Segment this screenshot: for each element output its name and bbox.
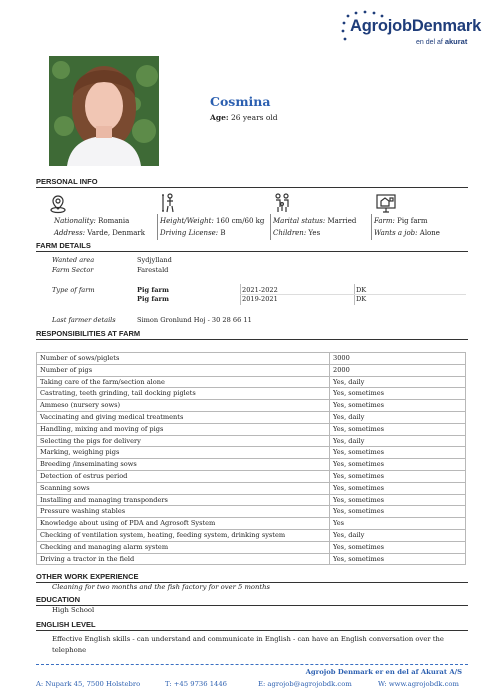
table-row (37, 541, 466, 553)
family-icon (272, 193, 292, 213)
responsibility-task: Castrating, teeth grinding, tail docking piglets (37, 388, 330, 400)
driving-license: Driving License: B (160, 229, 226, 237)
footer-divider (36, 664, 468, 665)
english-text: Effective English skills - can understand and communicate in English - can have an English conversation over the telephone (52, 635, 444, 654)
children: Children: Yes (273, 229, 321, 237)
farm-type: Farm: Pig farm (374, 217, 428, 225)
section-other-work: OTHER WORK EXPERIENCE (36, 572, 468, 583)
table-row (37, 423, 466, 435)
responsibility-frequency: Yes, sometimes (330, 423, 466, 435)
responsibility-task: Pressure washing stables (37, 506, 330, 518)
responsibility-frequency: Yes, sometimes (330, 482, 466, 494)
responsibility-task: Ammeso (nursery sows) (37, 400, 330, 412)
responsibilities-table (36, 352, 466, 565)
responsibility-frequency: Yes, daily (330, 529, 466, 541)
farm-type-1: Pig farm (137, 286, 169, 294)
table-row (37, 506, 466, 518)
table-row (37, 400, 466, 412)
person-height-icon (160, 193, 180, 213)
responsibility-frequency: Yes, sometimes (330, 388, 466, 400)
responsibility-task: Breeding /inseminating sows (37, 459, 330, 471)
farm-years-2: 2019-2021 (242, 295, 278, 303)
responsibility-task: Vaccinating and giving medical treatments (37, 411, 330, 423)
wanted-area-label: Wanted area (52, 256, 95, 264)
table-row (37, 411, 466, 423)
section-responsibilities: RESPONSIBILITIES AT FARM (36, 329, 468, 340)
brand-sub: en del af akurat (416, 37, 468, 46)
table-row (37, 494, 466, 506)
candidate-name: Cosmina (210, 94, 271, 109)
table-row (37, 376, 466, 388)
responsibility-task: Number of sows/piglets (37, 353, 330, 365)
marital-status: Marital status: Married (273, 217, 357, 225)
responsibility-task: Number of pigs (37, 364, 330, 376)
farm-country-1: DK (356, 286, 367, 294)
farm-sector-label: Farm Sector (52, 266, 94, 274)
type-of-farm-label: Type of farm (52, 286, 95, 294)
responsibility-frequency: Yes, daily (330, 411, 466, 423)
responsibility-task: Taking care of the farm/section alone (37, 376, 330, 388)
farm-type-2: Pig farm (137, 295, 169, 303)
address: Address: Varde, Denmark (54, 229, 145, 237)
table-row (37, 470, 466, 482)
table-row (37, 364, 466, 376)
farm-country-2: DK (356, 295, 367, 303)
table-row (37, 353, 466, 365)
last-farmer-value: Simon Gronlund Hoj - 30 28 66 11 (137, 316, 252, 324)
section-personal-info: PERSONAL INFO (36, 177, 468, 188)
table-row (37, 435, 466, 447)
responsibility-frequency: Yes, sometimes (330, 447, 466, 459)
table-row (37, 388, 466, 400)
responsibility-frequency: Yes, sometimes (330, 459, 466, 471)
responsibility-task: Knowledge about using of PDA and Agrosoft System (37, 518, 330, 530)
responsibility-frequency: Yes, sometimes (330, 400, 466, 412)
wanted-area-value: Sydjylland (137, 256, 172, 264)
farm-sector-value: Farestald (137, 266, 169, 274)
responsibility-task: Handling, mixing and moving of pigs (37, 423, 330, 435)
divider (270, 214, 271, 240)
divider (157, 214, 158, 240)
section-farm-details: FARM DETAILS (36, 241, 468, 252)
responsibility-task: Checking of ventilation system, heating, feeding system, drinking system (37, 529, 330, 541)
footer-web[interactable]: W: www.agrojobdk.com (378, 680, 459, 688)
responsibility-task: Checking and managing alarm system (37, 541, 330, 553)
table-row (37, 553, 466, 565)
other-work-text: Cleaning for two months and the fish factory for over 5 months (52, 583, 270, 591)
section-education: EDUCATION (36, 595, 468, 606)
nationality: Nationality: Romania (54, 217, 130, 225)
footer-email[interactable]: E: agrojob@agrojobdk.com (258, 680, 352, 688)
responsibility-frequency: Yes, daily (330, 435, 466, 447)
responsibility-frequency: Yes, sometimes (330, 470, 466, 482)
globe-pin-icon (48, 194, 68, 214)
table-row (37, 459, 466, 471)
responsibility-task: Installing and managing transponders (37, 494, 330, 506)
responsibility-task: Marking, weighing pigs (37, 447, 330, 459)
responsibility-frequency: Yes, sometimes (330, 494, 466, 506)
responsibility-task: Scanning sows (37, 482, 330, 494)
last-farmer-label: Last farmer details (52, 316, 116, 324)
responsibility-task: Selecting the pigs for delivery (37, 435, 330, 447)
farm-years-1: 2021-2022 (242, 286, 278, 294)
height-weight: Height/Weight: 160 cm/60 kg (160, 217, 265, 225)
farm-screen-icon (376, 193, 396, 213)
divider (240, 294, 466, 295)
section-english: ENGLISH LEVEL (36, 620, 468, 631)
responsibility-frequency: Yes, sometimes (330, 506, 466, 518)
responsibility-frequency: Yes, sometimes (330, 553, 466, 565)
responsibility-task: Detection of estrus period (37, 470, 330, 482)
responsibility-task: Driving a tractor in the field (37, 553, 330, 565)
footer-address: A: Nupark 45, 7500 Holstebro (36, 680, 141, 688)
responsibility-frequency: Yes, daily (330, 376, 466, 388)
candidate-age: Age: 26 years old (210, 113, 278, 122)
table-row (37, 482, 466, 494)
responsibility-frequency: 3000 (330, 353, 466, 365)
responsibility-frequency: Yes (330, 518, 466, 530)
profile-photo (49, 56, 159, 166)
responsibility-frequency: 2000 (330, 364, 466, 376)
table-row (37, 529, 466, 541)
education-text: High School (52, 606, 95, 614)
responsibility-frequency: Yes, sometimes (330, 541, 466, 553)
wants-job: Wants a job: Alone (374, 229, 440, 237)
footer-phone: T: +45 9736 1446 (165, 680, 228, 688)
footer-tagline: Agrojob Denmark er en del af Akurat A/S (305, 668, 462, 676)
table-row (37, 447, 466, 459)
table-row (37, 518, 466, 530)
divider (371, 214, 372, 240)
brand-logo: AgrojobDenmark (350, 17, 482, 35)
